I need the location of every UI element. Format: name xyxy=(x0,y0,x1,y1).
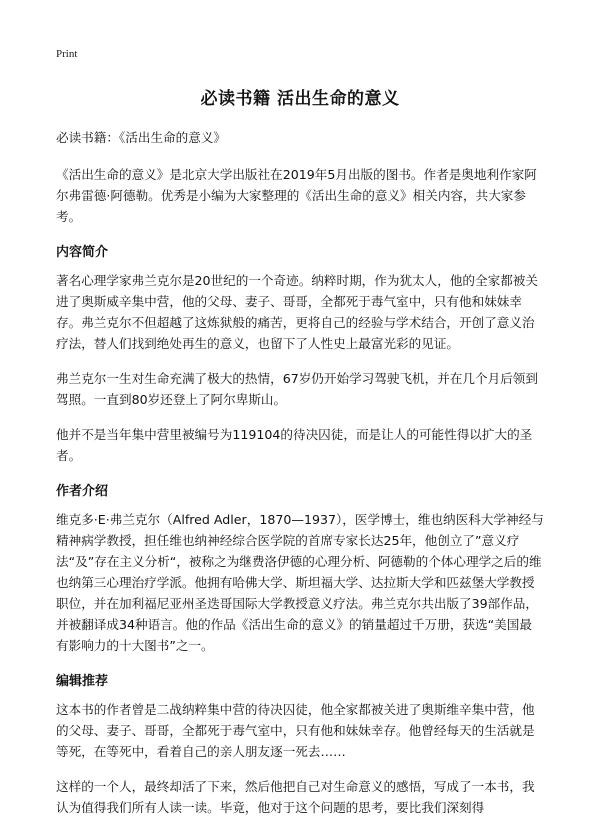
section-heading-author: 作者介绍 xyxy=(56,484,109,499)
editor-paragraph-2: 这样的一个人，最终却活了下来，然后他把自己对生命意义的感悟，写成了一本书，我认为值得我们所有人读一读。毕竟，他对于这个问题的思考，要比我们深刻得 xyxy=(56,779,535,815)
section-heading-content: 内容简介 xyxy=(56,245,109,260)
editor-paragraph-1: 这本书的作者曾是二战纳粹集中营的待决囚徒，他全家都被关进了奥斯维辛集中营，他的父母、妻子、哥哥，全都死于毒气室中，只有他和妹妹幸存。他曾经每天的生活就是等死，在等死中，看着自己的亲人朋友逐一死去…… xyxy=(56,702,535,759)
section-heading-editor: 编辑推荐 xyxy=(56,674,109,689)
print-label: Print xyxy=(56,48,78,60)
subtitle: 必读书籍：《活出生命的意义》 xyxy=(56,130,227,145)
page-title: 必读书籍 活出生命的意义 xyxy=(200,89,400,109)
author-paragraph: 维克多·E·弗兰克尔（Alfred Adler，1870—1937），医学博士，维也纳医科大学神经与精神病学教授，担任维也纳神经综合医学院的首席专家长达25年，他创立了”意义疗法“及”存在主义分析“，被称之为继费洛伊德的心理分析、阿德勒的个体心理学之后的维也纳第三心理治疗学派。他拥有哈佛大学、斯坦福大学、达拉斯大学和匹兹堡大学教授职位，并在加利福尼亚州圣迭哥国际大学教授意义疗法。弗兰克尔共出版了39部作品，并被翻译成34种语言。他的作品《活出生命的意义》的销量超过千万册，获选“美国最有影响力的十大图书”之一。 xyxy=(56,512,544,653)
content-paragraph-3: 他并不是当年集中营里被编号为119104的待决囚徒，而是让人的可能性得以扩大的圣者。 xyxy=(56,427,533,463)
content-paragraph-1: 著名心理学家弗兰克尔是20世纪的一个奇迹。纳粹时期，作为犹太人，他的全家都被关进了奥斯威辛集中营，他的父母、妻子、哥哥，全都死于毒气室中，只有他和妹妹幸存。弗兰克尔不但超越了这炼狱般的痛苦，更将自己的经验与学术结合，开创了意义治疗法，替人们找到绝处再生的意义，也留下了人性史上最富光彩的见证。 xyxy=(56,273,538,351)
intro-paragraph: 《活出生命的意义》是北京大学出版社在2019年5月出版的图书。作者是奥地利作家阿尔弗雷德·阿德勒。优秀是小编为大家整理的《活出生命的意义》相关内容，共大家参考。 xyxy=(56,167,537,224)
content-paragraph-2: 弗兰克尔一生对生命充满了极大的热情，67岁仍开始学习驾驶飞机，并在几个月后领到驾照。一直到80岁还登上了阿尔卑斯山。 xyxy=(56,371,538,407)
